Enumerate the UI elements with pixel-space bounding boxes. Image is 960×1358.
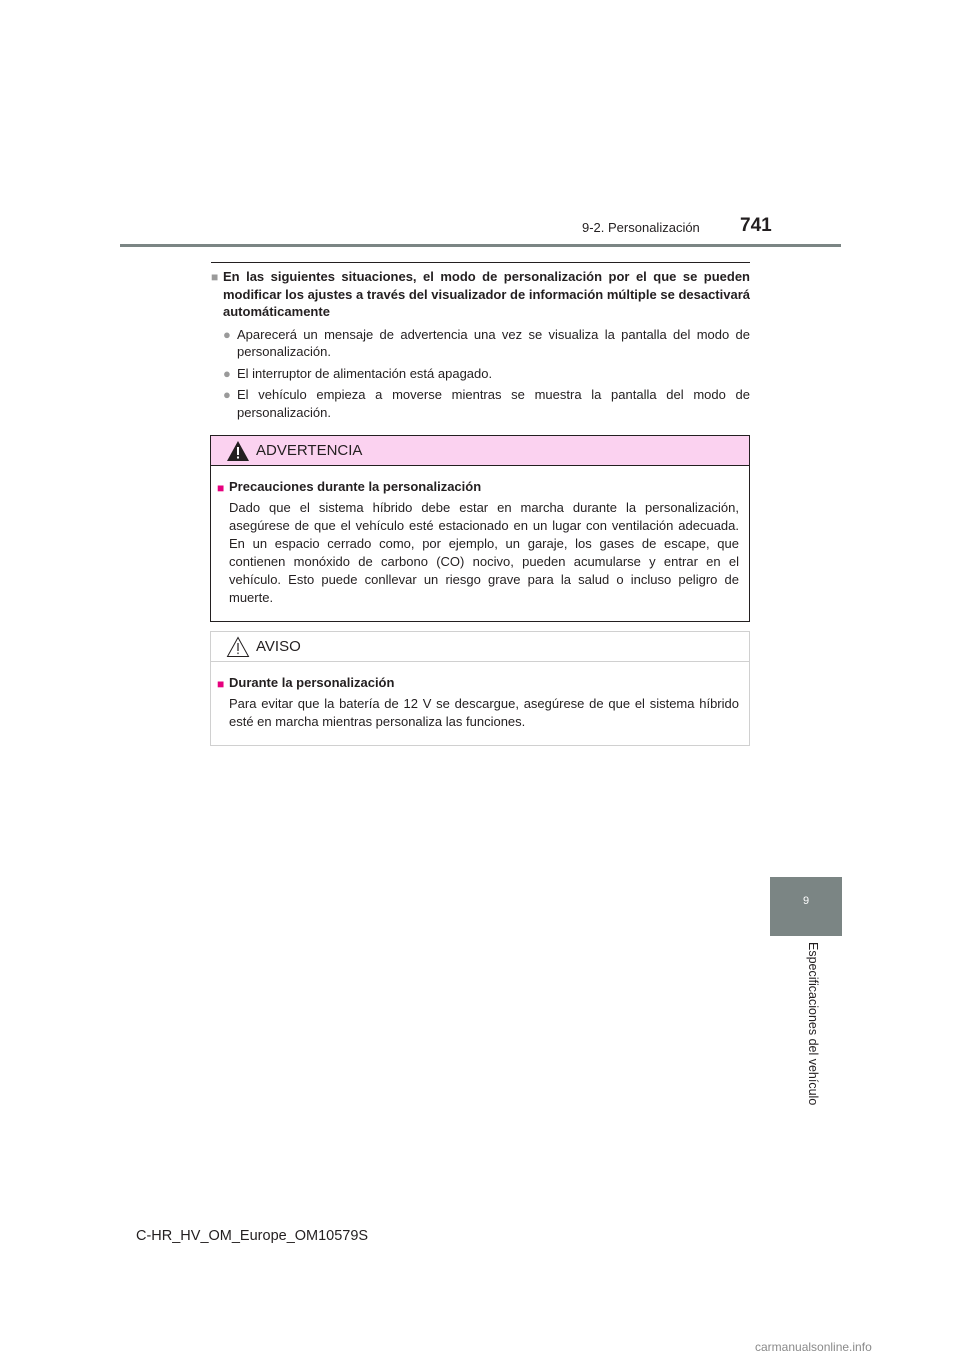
watermark: carmanualsonline.info <box>755 1340 872 1354</box>
notice-heading-text: Durante la personalización <box>229 675 395 690</box>
list-item <box>223 326 750 361</box>
document-code: C-HR_HV_OM_Europe_OM10579S <box>136 1228 369 1244</box>
square-bullet-icon: ■ <box>217 677 225 691</box>
list-item <box>223 386 750 421</box>
section-heading-text: En las siguientes situaciones, el modo de personalización por el que se pueden modificar los ajustes a través del visualizador de información múltiple se desactivará automáticamente <box>223 269 750 319</box>
warning-heading-text: Precauciones durante la personalización <box>229 479 482 494</box>
bullet-list <box>211 326 750 422</box>
warning-triangle-icon <box>226 440 250 462</box>
notice-header <box>211 632 749 662</box>
list-item-text: El interruptor de alimentación está apagado. <box>237 365 493 381</box>
list-item-text: El vehículo empieza a moverse mientras se muestra la pantalla del modo de personalización. <box>237 387 750 420</box>
warning-text: Dado que el sistema híbrido debe estar en marcha durante la personalización, asegúrese de que el vehículo esté estacionado en un lugar con ventilación adecuada. En un espacio cerrado como, por ejemplo, un garaje, los gases de escape, que contienen monóxido de carbono (CO) nocivo, pueden acumularse y entrar en el vehículo. Esto puede conllevar un riesgo grave para la salud o incluso peligro de muerte. <box>229 500 739 605</box>
section-title: 9-2. Personalización <box>582 220 700 235</box>
section-divider <box>211 262 750 263</box>
square-bullet-icon: ■ <box>217 481 225 495</box>
page-number: 741 <box>740 215 772 236</box>
warning-heading <box>217 478 739 497</box>
header-divider <box>120 244 841 247</box>
chapter-label: Especificaciones del vehículo <box>806 942 820 1106</box>
chapter-tab: 9 <box>770 877 842 936</box>
circle-bullet-icon: ● <box>223 387 231 402</box>
warning-header <box>211 436 749 466</box>
notice-box <box>210 631 750 746</box>
circle-bullet-icon: ● <box>223 365 231 381</box>
warning-title: ADVERTENCIA <box>256 442 363 459</box>
section-heading <box>211 268 750 321</box>
notice-title: AVISO <box>256 638 301 655</box>
notice-text: Para evitar que la batería de 12 V se descargue, asegúrese de que el sistema híbrido esté en marcha mientras personaliza las funciones. <box>229 696 739 729</box>
warning-body <box>211 466 749 621</box>
warning-box <box>210 435 750 622</box>
notice-heading <box>217 674 739 693</box>
square-bullet-icon: ■ <box>211 270 219 284</box>
circle-bullet-icon: ● <box>223 326 231 342</box>
notice-body <box>211 662 749 745</box>
caution-triangle-icon <box>226 636 250 658</box>
auto-deactivation-section <box>211 262 750 425</box>
list-item-text: Aparecerá un mensaje de advertencia una vez se visualiza la pantalla del modo de personalización. <box>237 326 750 359</box>
list-item <box>223 365 750 383</box>
